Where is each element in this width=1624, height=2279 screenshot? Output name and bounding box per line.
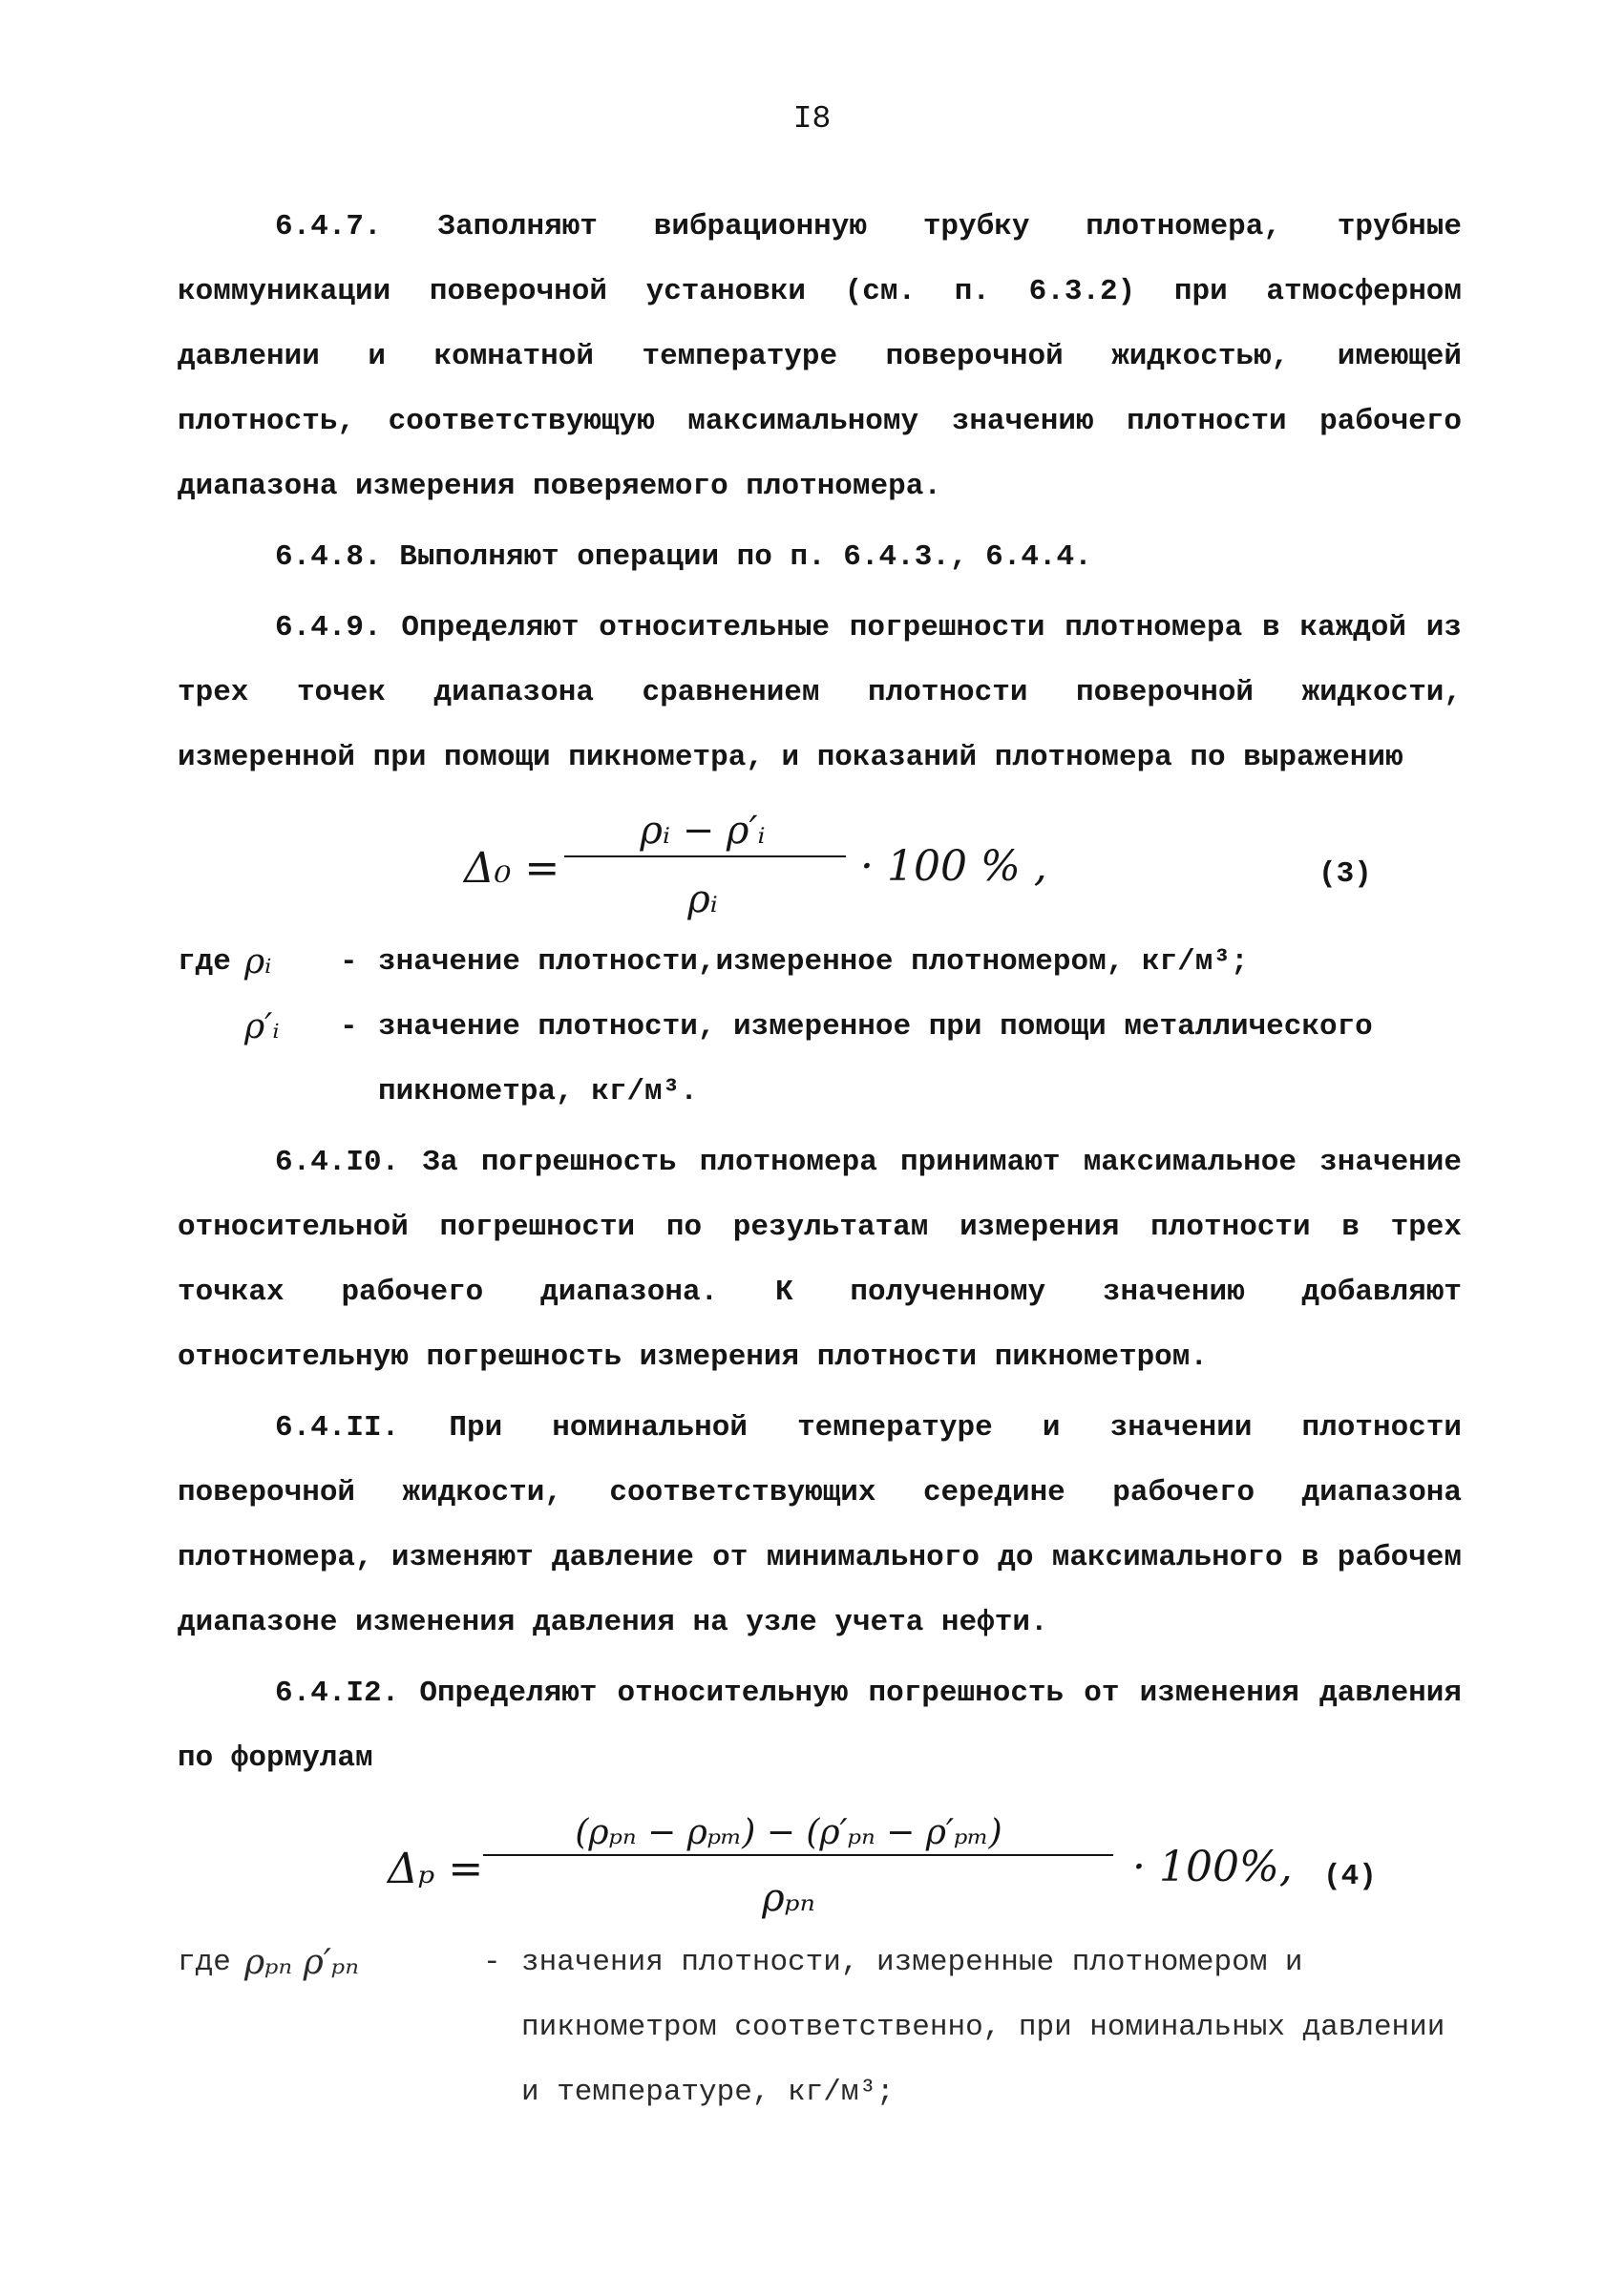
- formula-3-fraction-bar: [564, 855, 846, 857]
- formula-3-numerator: ρᵢ − ρ′ᵢ: [640, 809, 766, 853]
- paragraph-6-4-9: 6.4.9. Определяют относительные погрешности плотномера в каждой из трех точек диапазона сравнением плотности поверочной жидкости, измеренной при помощи пикнометра, и показаний плотномера по выражению: [178, 611, 1462, 774]
- paragraph-6-4-11: 6.4.II. При номинальной температуре и значении плотности поверочной жидкости, соответствующих середине рабочего диапазона плотномера, изменяют давление от минимального до максимального в рабочем диапазоне изменения давления на узле учета нефти.: [178, 1411, 1462, 1639]
- formula-4-legend: [178, 1931, 1462, 2125]
- legend-dash: -: [340, 945, 358, 979]
- paragraph-6-4-10: 6.4.I0. За погрешность плотномера принимают максимальное значение относительной погрешности по результатам измерения плотности в трех точках рабочего диапазона. К полученному значению добавляют относительную погрешность измерения плотности пикнометром.: [178, 1146, 1462, 1374]
- formula-3-legend: [178, 930, 1462, 1125]
- paragraph-6-4-12: 6.4.I2. Определяют относительную погрешность от изменения давления по формулам: [178, 1677, 1462, 1775]
- legend-where-label: где: [178, 1946, 231, 1979]
- paragraph-6-4-7: 6.4.7. Заполняют вибрационную трубку плотномера, трубные коммуникации поверочной установки (см. п. 6.3.2) при атмосферном давлении и комнатной температуре поверочной жидкостью, имеющей плотность, соответствующую максимальному значению плотности рабочего диапазона измерения поверяемого плотномера.: [178, 210, 1462, 503]
- formula-4-fraction-bar: [483, 1854, 1113, 1856]
- legend-row: [178, 930, 1462, 995]
- formula-3-denominator: ρᵢ: [687, 877, 718, 921]
- legend-text: значения плотности, измеренные плотномером и пикнометром соответственно, при номинальных давлении и температуре, кг/м³;: [521, 1946, 1445, 2109]
- legend-dash: -: [340, 1010, 358, 1044]
- document-body: [178, 195, 1462, 2125]
- formula-4-multiplier: · 100%,: [1132, 1843, 1293, 1891]
- legend-symbol: ρᵢ: [244, 942, 272, 981]
- formula-3: [178, 791, 1462, 930]
- formula-3-number: (3): [1318, 857, 1372, 891]
- page-number: I8: [792, 101, 832, 137]
- formula-4-denominator: ρₚₙ: [762, 1876, 815, 1920]
- legend-row: [178, 1931, 1462, 2125]
- legend-row: [178, 995, 1462, 1125]
- formula-3-multiplier: · 100 % ,: [860, 842, 1047, 891]
- legend-text: значение плотности, измеренное при помощи металлического пикнометра, кг/м³.: [378, 1010, 1373, 1108]
- legend-where-label: где: [178, 945, 231, 979]
- formula-4-numerator: (ρₚₙ − ρₚₘ) − (ρ′ₚₙ − ρ′ₚₘ): [575, 1813, 1002, 1852]
- formula-4: [178, 1791, 1462, 1931]
- formula-4-lhs: Δₚ =: [388, 1845, 484, 1893]
- legend-dash: -: [483, 1946, 501, 1979]
- paragraph-6-4-8: 6.4.8. Выполняют операции по п. 6.4.3., 6.4.4.: [275, 540, 1092, 574]
- formula-3-lhs: Δ₀ =: [464, 844, 560, 893]
- legend-text: значение плотности,измеренное плотномером, кг/м³;: [378, 945, 1249, 979]
- formula-4-number: (4): [1323, 1860, 1377, 1893]
- legend-symbol: ρₚₙ ρ′ₚₙ: [244, 1943, 359, 1982]
- legend-symbol: ρ′ᵢ: [244, 1007, 280, 1046]
